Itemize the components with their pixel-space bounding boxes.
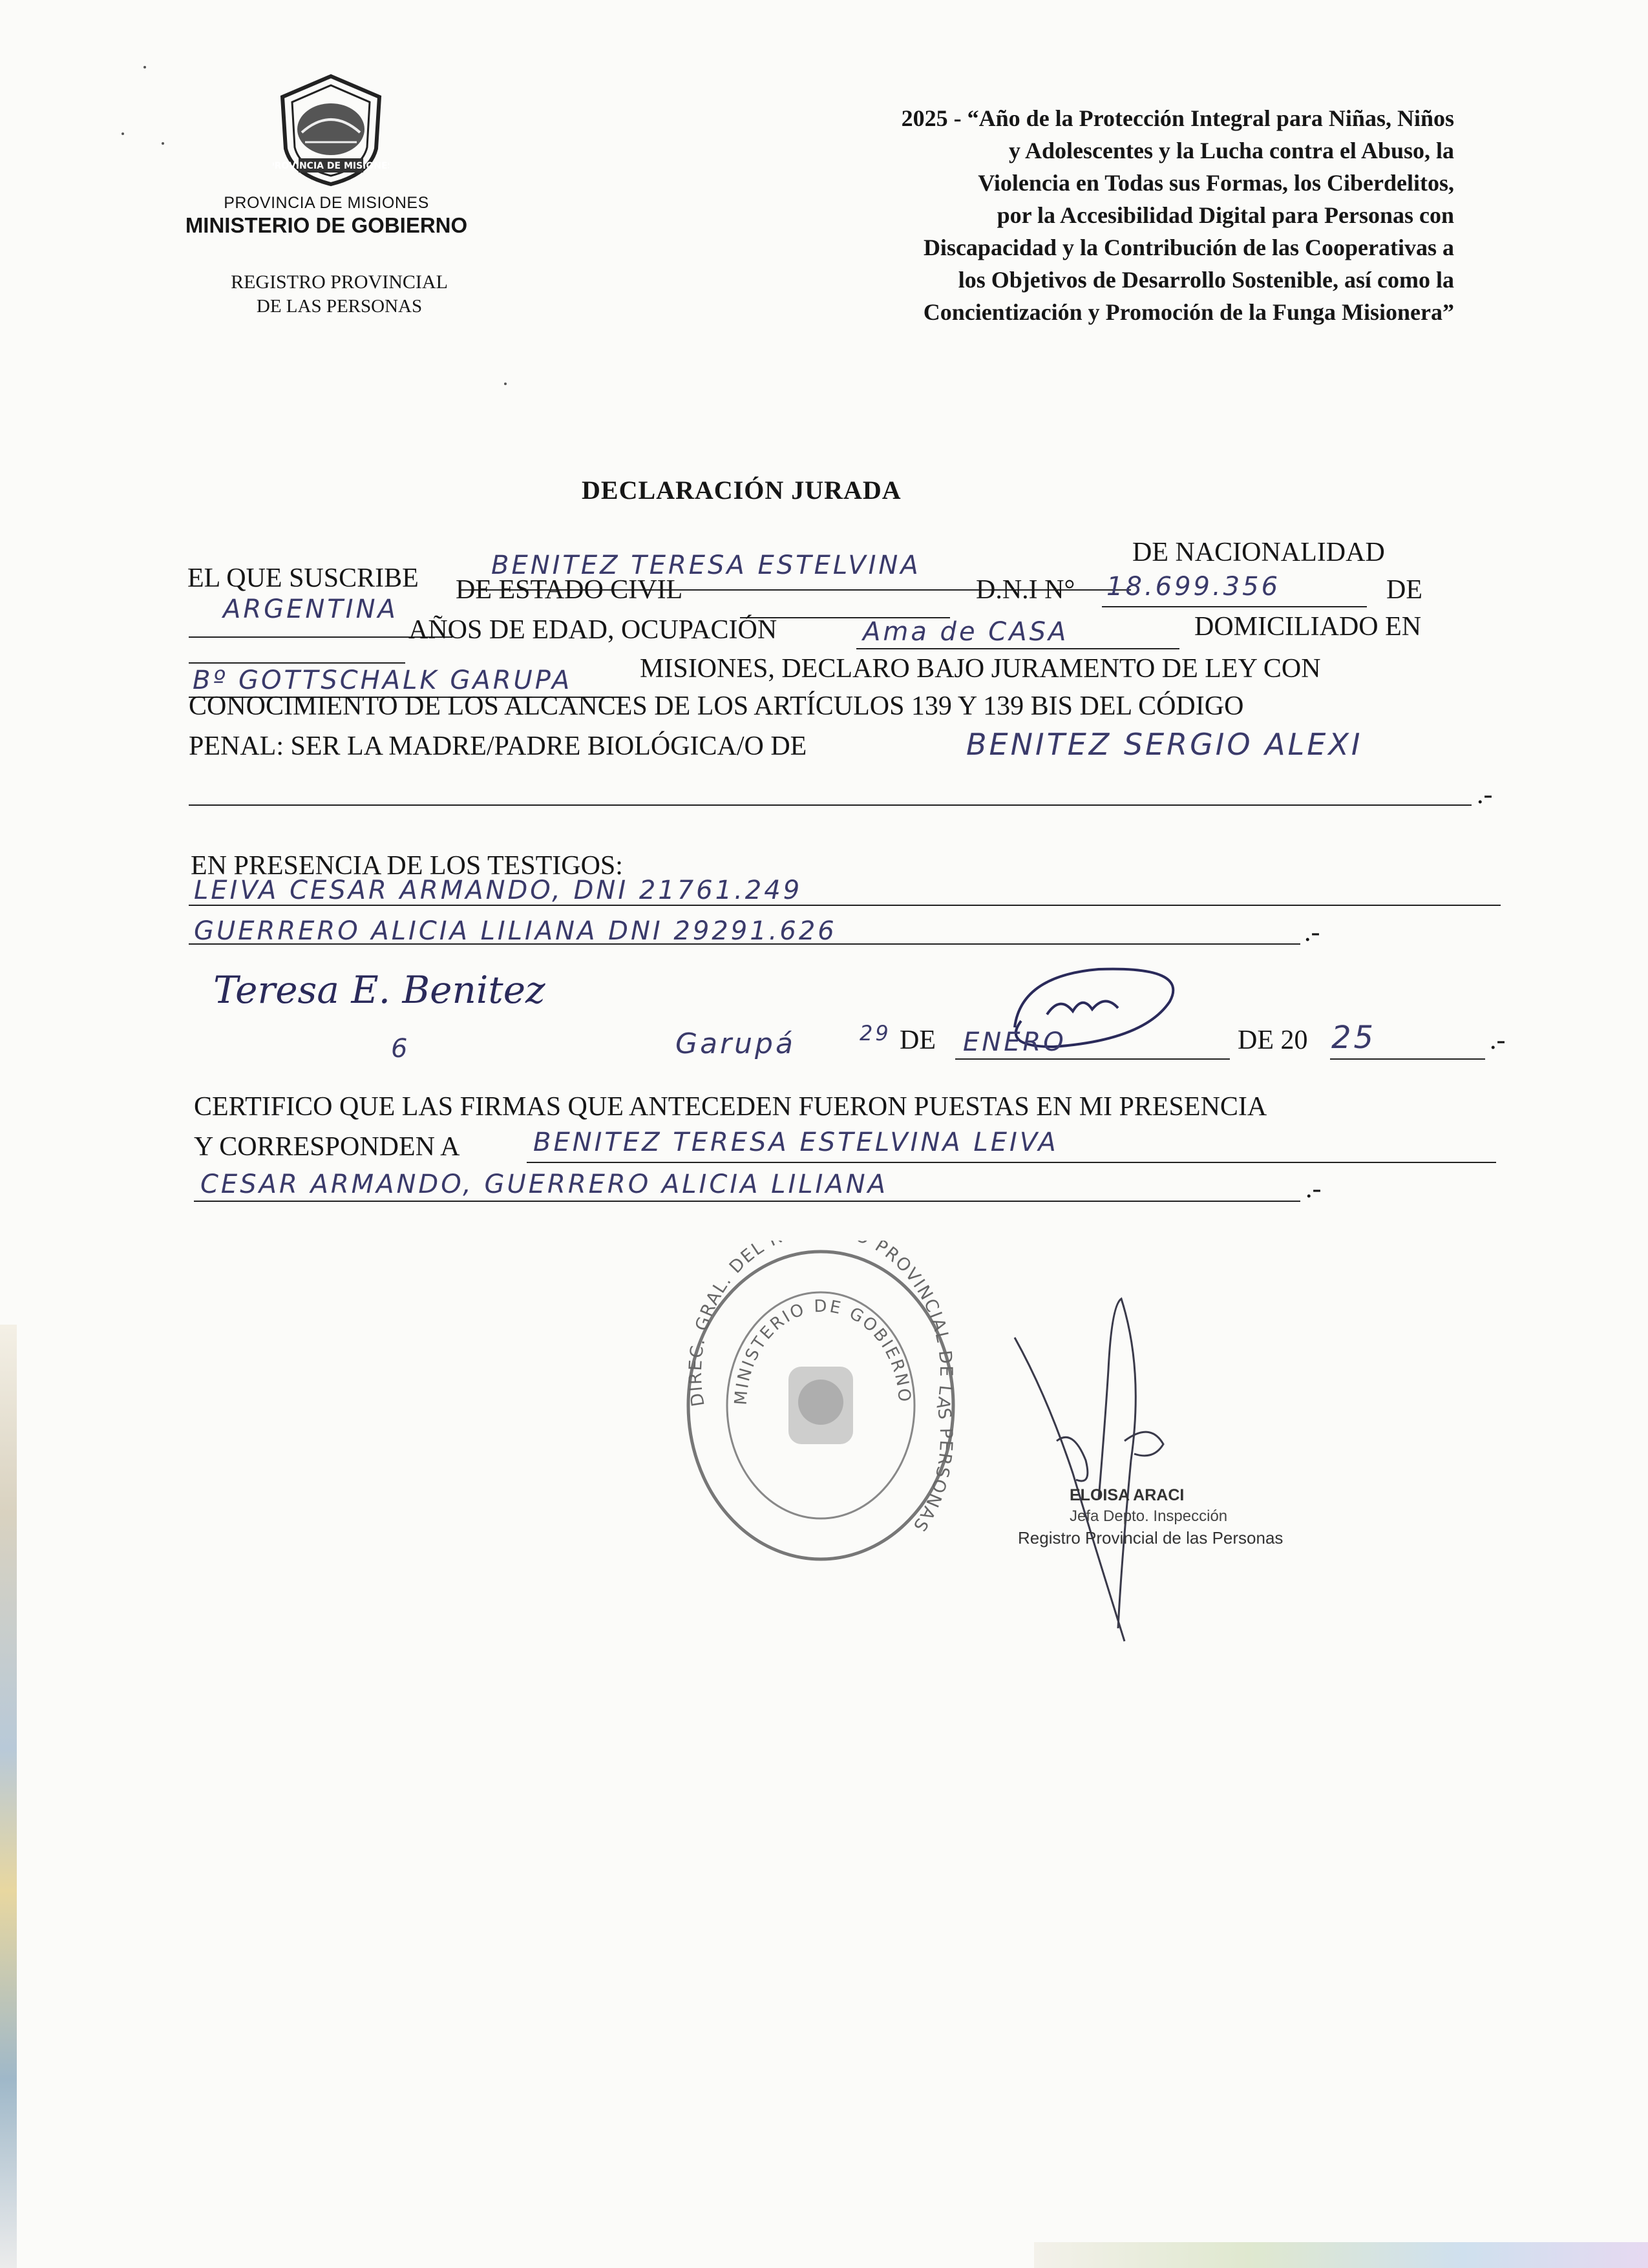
label-de: DE bbox=[1386, 575, 1422, 605]
declarant-signature: Teresa E. Benitez bbox=[213, 968, 545, 1012]
field-line-month bbox=[955, 1058, 1230, 1060]
hw-year: 25 bbox=[1331, 1020, 1377, 1056]
scan-edge-bottom bbox=[1034, 2242, 1648, 2268]
scan-dust bbox=[162, 142, 164, 145]
field-line-cert1 bbox=[527, 1162, 1496, 1163]
official-signature bbox=[995, 1292, 1267, 1654]
hw-cert-names1: BENITEZ TERESA ESTELVINA LEIVA bbox=[533, 1128, 1059, 1157]
label-estado-civil: DE ESTADO CIVIL bbox=[456, 575, 683, 605]
hw-witness1: LEIVA CESAR ARMANDO, DNI 21761.249 bbox=[194, 876, 803, 905]
motto-line: y Adolescentes y la Lucha contra el Abuso, la bbox=[1008, 138, 1454, 163]
stamp-outer-text: DIREC. GRAL. DEL PROVINCIAL DE LAS PERSONAS bbox=[685, 1241, 956, 1536]
motto-line: Discapacidad y la Contribución de las Cooperativas a bbox=[923, 235, 1454, 260]
label-nacionalidad: DE NACIONALIDAD bbox=[1132, 538, 1385, 567]
scan-dust bbox=[143, 66, 146, 68]
hw-cert-names2: CESAR ARMANDO, GUERRERO ALICIA LILIANA bbox=[200, 1170, 888, 1199]
motto-line: Concientización y Promoción de la Funga Misionera” bbox=[923, 299, 1454, 325]
hw-place: Garupá bbox=[675, 1027, 796, 1060]
field-line-cert2 bbox=[194, 1201, 1300, 1202]
hw-mark: 6 bbox=[391, 1034, 410, 1064]
label-corresponden: Y CORRESPONDEN A bbox=[194, 1132, 460, 1162]
scan-dust bbox=[121, 132, 124, 135]
label-conocimiento: CONOCIMIENTO DE LOS ALCANCES DE LOS ARTÍCULOS 139 Y 139 BIS DEL CÓDIGO bbox=[189, 691, 1244, 721]
label-madre-padre: PENAL: SER LA MADRE/PADRE BIOLÓGICA/O DE bbox=[189, 731, 807, 761]
motto-line: Violencia en Todas sus Formas, los Ciberdelitos, bbox=[978, 170, 1454, 196]
line-end-mark: .- bbox=[1305, 1174, 1322, 1204]
line-end-mark: .- bbox=[1490, 1025, 1506, 1055]
label-domiciliado: DOMICILIADO EN bbox=[1194, 612, 1422, 642]
field-line-occupation bbox=[856, 648, 1179, 649]
official-name: ELOISA ARACI bbox=[1070, 1486, 1185, 1504]
motto-line: 2025 - “Año de la Protección Integral para Niñas, Niños bbox=[901, 105, 1454, 131]
hw-address: Bº GOTTSCHALK GARUPA bbox=[193, 666, 573, 695]
motto-line: por la Accesibilidad Digital para Personas con bbox=[997, 202, 1454, 228]
line-end-mark: .- bbox=[1304, 918, 1320, 947]
motto-line: los Objetivos de Desarrollo Sostenible, así como la bbox=[958, 267, 1454, 293]
hw-nationality: ARGENTINA bbox=[223, 594, 398, 624]
hw-occupation: Ama de CASA bbox=[863, 617, 1069, 647]
ministry-name: MINISTERIO DE GOBIERNO bbox=[185, 213, 468, 237]
year-motto bbox=[646, 102, 1454, 328]
line-end-mark: .- bbox=[1477, 780, 1493, 810]
label-dni: D.N.I N° bbox=[976, 575, 1075, 605]
stamp-inner-text: MINISTERIO DE GOBIERNO bbox=[731, 1296, 914, 1406]
province-name: PROVINCIA DE MISIONES bbox=[224, 194, 429, 212]
logo-label: PROVINCIA DE MISIONES bbox=[273, 161, 389, 171]
label-testigos: EN PRESENCIA DE LOS TESTIGOS: bbox=[191, 851, 623, 881]
registry-line1: REGISTRO PROVINCIAL bbox=[231, 271, 448, 293]
official-role: Jefa Depto. Inspección bbox=[1070, 1507, 1228, 1525]
field-line-dni bbox=[1102, 606, 1367, 607]
field-line-age bbox=[189, 662, 405, 664]
scan-edge-left bbox=[0, 1325, 17, 2268]
hw-month: ENERO bbox=[963, 1027, 1066, 1057]
hw-child: BENITEZ SERGIO ALEXI bbox=[966, 727, 1363, 762]
hw-name: BENITEZ TERESA ESTELVINA bbox=[491, 551, 921, 580]
hw-day: 29 bbox=[860, 1021, 891, 1045]
document-title: DECLARACIÓN JURADA bbox=[582, 476, 902, 505]
field-line-child-continued bbox=[189, 804, 1472, 806]
scan-dust bbox=[504, 383, 507, 385]
official-org: Registro Provincial de las Personas bbox=[1018, 1528, 1284, 1548]
label-misiones-declaro: MISIONES, DECLARO BAJO JURAMENTO DE LEY CON bbox=[640, 654, 1321, 684]
label-certifico: CERTIFICO QUE LAS FIRMAS QUE ANTECEDEN FUERON PUESTAS EN MI PRESENCIA bbox=[194, 1092, 1267, 1122]
field-line-year bbox=[1330, 1058, 1485, 1060]
hw-dni: 18.699.356 bbox=[1106, 572, 1281, 602]
official-stamp bbox=[672, 1241, 969, 1570]
label-date-de1: DE bbox=[900, 1025, 936, 1055]
label-date-de2: DE 20 bbox=[1238, 1025, 1308, 1055]
label-edad-ocupacion: AÑOS DE EDAD, OCUPACIÓN bbox=[408, 615, 777, 645]
province-logo bbox=[273, 71, 389, 187]
registry-line2: DE LAS PERSONAS bbox=[256, 296, 423, 317]
label-suscribe: EL QUE SUSCRIBE bbox=[187, 563, 419, 593]
hw-witness2: GUERRERO ALICIA LILIANA DNI 29291.626 bbox=[194, 916, 837, 946]
